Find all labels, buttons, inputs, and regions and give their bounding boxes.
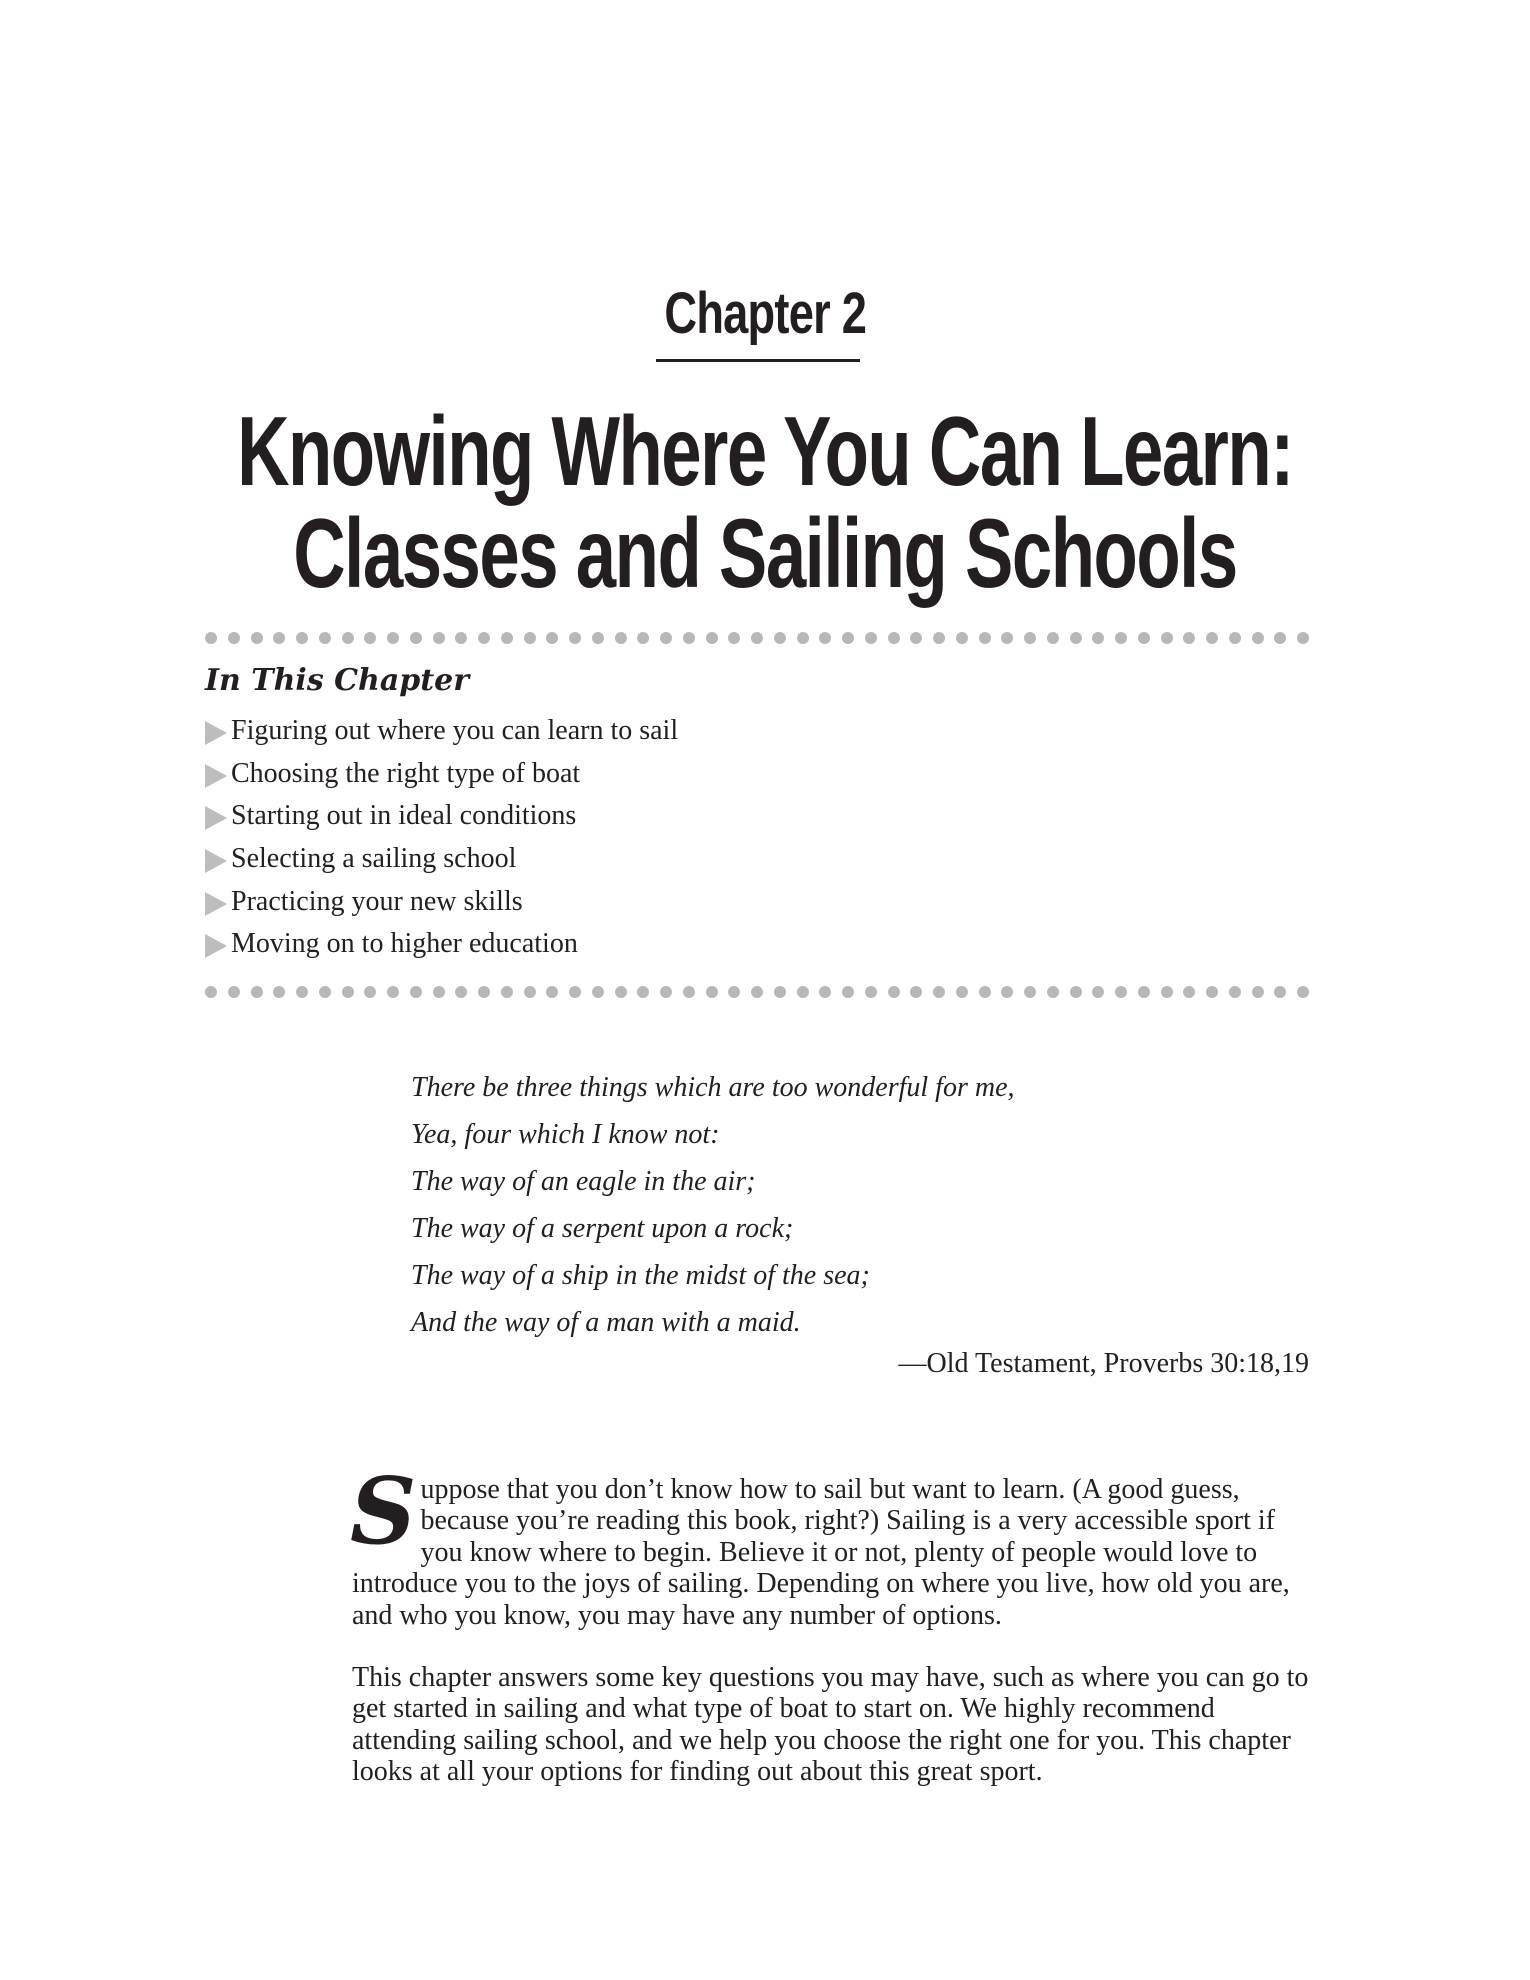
divider-dot bbox=[956, 986, 968, 998]
body-paragraph-1: Suppose that you don’t know how to sail but want to learn. (A good guess, because you’re reading this book, right?) Sailing is a very accessible sport if you know where to begin. Believe it or not, plenty of people would love to introduce you to the joys of sailing. Depending on where you live, how old you are, and who you know, you may have any number of options. bbox=[350, 1457, 1290, 1631]
divider-dot bbox=[1297, 632, 1309, 644]
divider-dot bbox=[637, 986, 649, 998]
divider-dot bbox=[1297, 986, 1309, 998]
divider-dot bbox=[501, 986, 513, 998]
divider-dot bbox=[273, 986, 285, 998]
epigraph bbox=[411, 1064, 1015, 1346]
chapter-title-line-1: Knowing Where You Can Learn: bbox=[237, 396, 1293, 506]
epigraph-line: There be three things which are too wonderful for me, bbox=[411, 1072, 1015, 1103]
divider-dot bbox=[569, 986, 581, 998]
list-item: Figuring out where you can learn to sail bbox=[205, 710, 678, 753]
divider-dot bbox=[410, 632, 422, 644]
triangle-bullet-icon bbox=[205, 764, 227, 788]
divider-dot bbox=[1115, 986, 1127, 998]
epigraph-line: The way of an eagle in the air; bbox=[411, 1166, 756, 1197]
divider-dot bbox=[1183, 632, 1195, 644]
epigraph-line: Yea, four which I know not: bbox=[411, 1119, 720, 1150]
divider-dot bbox=[319, 986, 331, 998]
list-item: Choosing the right type of boat bbox=[205, 753, 678, 796]
divider-dot bbox=[273, 632, 285, 644]
divider-dot bbox=[683, 632, 695, 644]
divider-dot bbox=[455, 632, 467, 644]
divider-dot bbox=[615, 632, 627, 644]
divider-dot bbox=[1092, 632, 1104, 644]
divider-dot bbox=[387, 632, 399, 644]
triangle-bullet-icon bbox=[205, 721, 227, 745]
divider-dot bbox=[433, 986, 445, 998]
divider-dot bbox=[1252, 986, 1264, 998]
divider-dot bbox=[888, 632, 900, 644]
divider-dot bbox=[546, 632, 558, 644]
chapter-number: Chapter 2 bbox=[664, 281, 866, 346]
divider-dot bbox=[797, 632, 809, 644]
divider-dot bbox=[1206, 986, 1218, 998]
divider-dot bbox=[706, 986, 718, 998]
divider-dot bbox=[228, 632, 240, 644]
divider-dot bbox=[592, 632, 604, 644]
divider-dot bbox=[1001, 986, 1013, 998]
triangle-bullet-icon bbox=[205, 849, 227, 873]
divider-dot bbox=[501, 632, 513, 644]
divider-dot bbox=[364, 986, 376, 998]
body-paragraph-2: This chapter answers some key questions you may have, such as where you can go to get started in sailing and what type of boat to start on. We highly recommend attending sailing school, and we help you choose the right one for you. This chapter looks at all your options for finding out about this great sport. bbox=[352, 1662, 1309, 1788]
triangle-bullet-icon bbox=[205, 806, 227, 830]
epigraph-line: And the way of a man with a maid. bbox=[411, 1307, 801, 1338]
divider-dot bbox=[1252, 632, 1264, 644]
divider-dot bbox=[819, 986, 831, 998]
chapter-underline bbox=[656, 359, 860, 362]
divider-dot bbox=[524, 632, 536, 644]
divider-dot bbox=[228, 986, 240, 998]
divider-dot bbox=[683, 986, 695, 998]
list-item: Selecting a sailing school bbox=[205, 838, 678, 881]
divider-dot bbox=[728, 632, 740, 644]
divider-dot bbox=[1024, 986, 1036, 998]
divider-dot bbox=[433, 632, 445, 644]
divider-dot bbox=[251, 632, 263, 644]
divider-dot bbox=[1070, 632, 1082, 644]
chapter-title bbox=[0, 396, 1530, 608]
divider-dot bbox=[205, 986, 217, 998]
divider-dot bbox=[615, 986, 627, 998]
divider-dot bbox=[296, 632, 308, 644]
divider-dot bbox=[1161, 986, 1173, 998]
divider-dot bbox=[410, 986, 422, 998]
divider-dot bbox=[524, 986, 536, 998]
divider-dot bbox=[797, 986, 809, 998]
divider-dot bbox=[660, 632, 672, 644]
divider-dot bbox=[888, 986, 900, 998]
divider-dot bbox=[706, 632, 718, 644]
divider-dot bbox=[1138, 986, 1150, 998]
divider-dot bbox=[205, 632, 217, 644]
divider-dot bbox=[455, 986, 467, 998]
triangle-bullet-icon bbox=[205, 934, 227, 958]
divider-dot bbox=[387, 986, 399, 998]
chapter-label bbox=[0, 282, 1530, 346]
divider-dot bbox=[1274, 632, 1286, 644]
divider-dot bbox=[910, 986, 922, 998]
divider-dot bbox=[979, 986, 991, 998]
divider-dot bbox=[1024, 632, 1036, 644]
in-this-chapter-heading: In This Chapter bbox=[205, 663, 470, 698]
divider-dot bbox=[1138, 632, 1150, 644]
divider-dot bbox=[1206, 632, 1218, 644]
divider-dot bbox=[1274, 986, 1286, 998]
divider-dot bbox=[1070, 986, 1082, 998]
divider-dot bbox=[660, 986, 672, 998]
divider-dot bbox=[546, 986, 558, 998]
divider-dot bbox=[478, 632, 490, 644]
dotted-divider-bottom bbox=[205, 986, 1309, 1000]
divider-dot bbox=[364, 632, 376, 644]
divider-dot bbox=[1229, 986, 1241, 998]
epigraph-line: The way of a ship in the midst of the sea; bbox=[411, 1260, 870, 1291]
chapter-topics-list bbox=[205, 710, 678, 966]
divider-dot bbox=[1229, 632, 1241, 644]
divider-dot bbox=[637, 632, 649, 644]
divider-dot bbox=[1047, 632, 1059, 644]
divider-dot bbox=[774, 986, 786, 998]
divider-dot bbox=[1047, 986, 1059, 998]
drop-cap: S bbox=[350, 1457, 417, 1565]
epigraph-attribution: —Old Testament, Proverbs 30:18,19 bbox=[898, 1348, 1309, 1379]
divider-dot bbox=[728, 986, 740, 998]
divider-dot bbox=[865, 986, 877, 998]
divider-dot bbox=[251, 986, 263, 998]
list-item: Starting out in ideal conditions bbox=[205, 795, 678, 838]
divider-dot bbox=[569, 632, 581, 644]
divider-dot bbox=[933, 632, 945, 644]
divider-dot bbox=[774, 632, 786, 644]
divider-dot bbox=[933, 986, 945, 998]
divider-dot bbox=[751, 986, 763, 998]
divider-dot bbox=[1161, 632, 1173, 644]
divider-dot bbox=[819, 632, 831, 644]
divider-dot bbox=[1183, 986, 1195, 998]
divider-dot bbox=[1001, 632, 1013, 644]
divider-dot bbox=[979, 632, 991, 644]
chapter-title-line-2: Classes and Sailing Schools bbox=[293, 498, 1237, 608]
divider-dot bbox=[865, 632, 877, 644]
divider-dot bbox=[751, 632, 763, 644]
triangle-bullet-icon bbox=[205, 892, 227, 916]
list-item: Moving on to higher education bbox=[205, 923, 678, 966]
divider-dot bbox=[319, 632, 331, 644]
divider-dot bbox=[1115, 632, 1127, 644]
divider-dot bbox=[842, 986, 854, 998]
divider-dot bbox=[296, 986, 308, 998]
divider-dot bbox=[342, 986, 354, 998]
divider-dot bbox=[478, 986, 490, 998]
divider-dot bbox=[342, 632, 354, 644]
divider-dot bbox=[956, 632, 968, 644]
divider-dot bbox=[1092, 986, 1104, 998]
divider-dot bbox=[592, 986, 604, 998]
list-item: Practicing your new skills bbox=[205, 880, 678, 923]
dotted-divider-top bbox=[205, 632, 1309, 646]
epigraph-line: The way of a serpent upon a rock; bbox=[411, 1213, 794, 1244]
divider-dot bbox=[910, 632, 922, 644]
divider-dot bbox=[842, 632, 854, 644]
